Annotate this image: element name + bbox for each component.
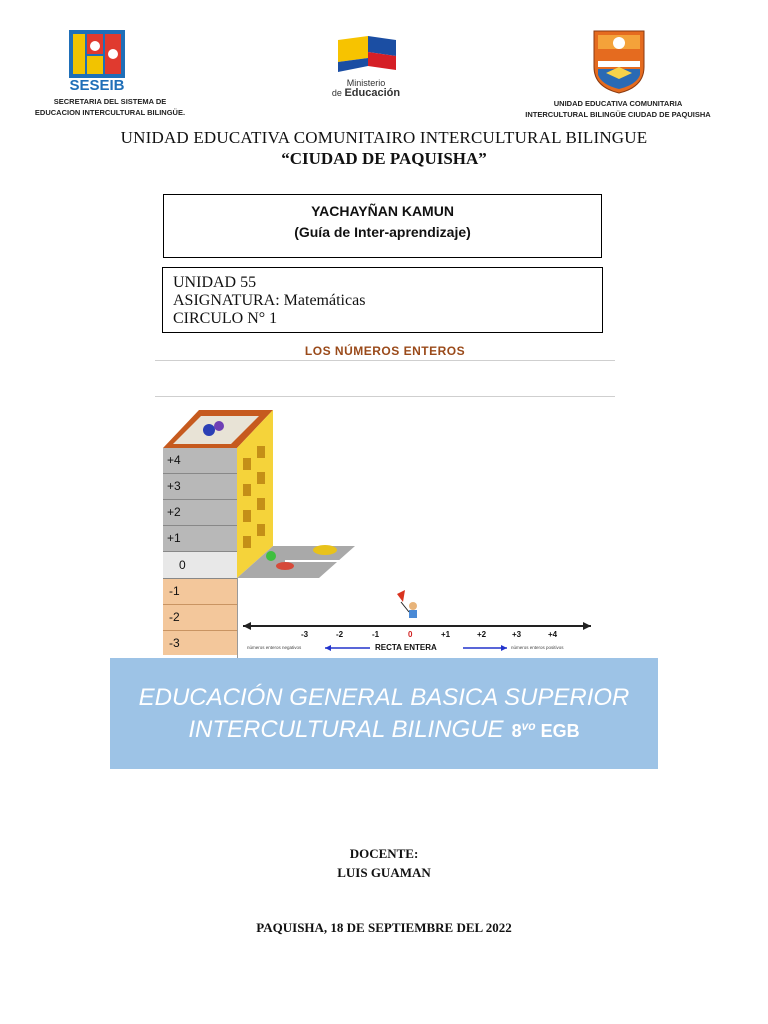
building-floors	[163, 448, 237, 652]
seseib-caption: SECRETARIA DEL SISTEMA DE EDUCACION INTERCULTURAL BILINGÜE.	[34, 97, 186, 117]
neg-label: números enteros negativos	[247, 645, 302, 650]
line-label: RECTA ENTERA	[375, 643, 437, 652]
floor: +2	[163, 500, 237, 526]
circulo-label: CIRCULO N° 1	[173, 310, 278, 327]
tick-label: -3	[301, 630, 309, 639]
docente-label: DOCENTE:	[349, 846, 419, 861]
floor: +4	[163, 448, 237, 474]
school-shield-icon	[590, 27, 648, 95]
floor: -1	[163, 579, 237, 605]
tick-label: -1	[372, 630, 380, 639]
guide-box	[163, 194, 602, 258]
illustration-title: LOS NÚMEROS ENTEROS	[304, 344, 466, 358]
school-city: “CIUDAD DE PAQUISHA”	[281, 149, 487, 168]
floor-ground: 0	[163, 552, 237, 579]
level-banner	[110, 658, 658, 769]
ministerio-line1: Ministerio	[346, 78, 386, 88]
floor: +3	[163, 474, 237, 500]
school-name: UNIDAD EDUCATIVA COMUNITAIRO INTERCULTURAL BILINGUE	[120, 128, 648, 147]
tick-label: +3	[512, 630, 522, 639]
unidad-logo	[590, 27, 648, 95]
place-date: PAQUISHA, 18 DE SEPTIEMBRE DEL 2022	[256, 920, 512, 935]
unidad-caption: UNIDAD EDUCATIVA COMUNITARIA INTERCULTURAL BILINGÜE CIUDAD DE PAQUISHA	[525, 99, 711, 119]
tick-label: -2	[336, 630, 344, 639]
grade-badge: $8^{vo}$ EGB	[511, 719, 580, 741]
banner-line1: EDUCACIÓN GENERAL BASICA SUPERIOR	[138, 684, 630, 711]
info-box	[162, 267, 603, 333]
guide-subtitle: (Guía de Inter-aprendizaje)	[294, 224, 471, 240]
docente-name: LUIS GUAMAN	[337, 865, 431, 880]
guide-title: YACHAYÑAN KAMUN	[311, 203, 454, 219]
pos-label: números enteros positivos	[511, 645, 564, 650]
tick-label: +1	[441, 630, 451, 639]
ministerio-flag-icon	[334, 32, 400, 76]
tick-label: +2	[477, 630, 487, 639]
banner-line2: INTERCULTURAL BILINGUE $8^{vo}$ EGB	[188, 716, 580, 743]
seseib-logo	[67, 28, 127, 96]
floor: -2	[163, 605, 237, 631]
floor: +1	[163, 526, 237, 552]
floor: -3	[163, 631, 237, 655]
asignatura-label: ASIGNATURA: Matemáticas	[173, 292, 366, 309]
ministerio-line2: de Educación	[331, 87, 401, 99]
number-line-labels	[295, 630, 595, 644]
tick-label: 0	[408, 630, 413, 639]
unidad-label: UNIDAD 55	[173, 274, 257, 291]
seseib-wordmark: SESEIB	[69, 77, 125, 94]
integers-illustration	[155, 340, 615, 660]
tick-label: +4	[548, 630, 558, 639]
ministerio-logo	[326, 32, 406, 107]
